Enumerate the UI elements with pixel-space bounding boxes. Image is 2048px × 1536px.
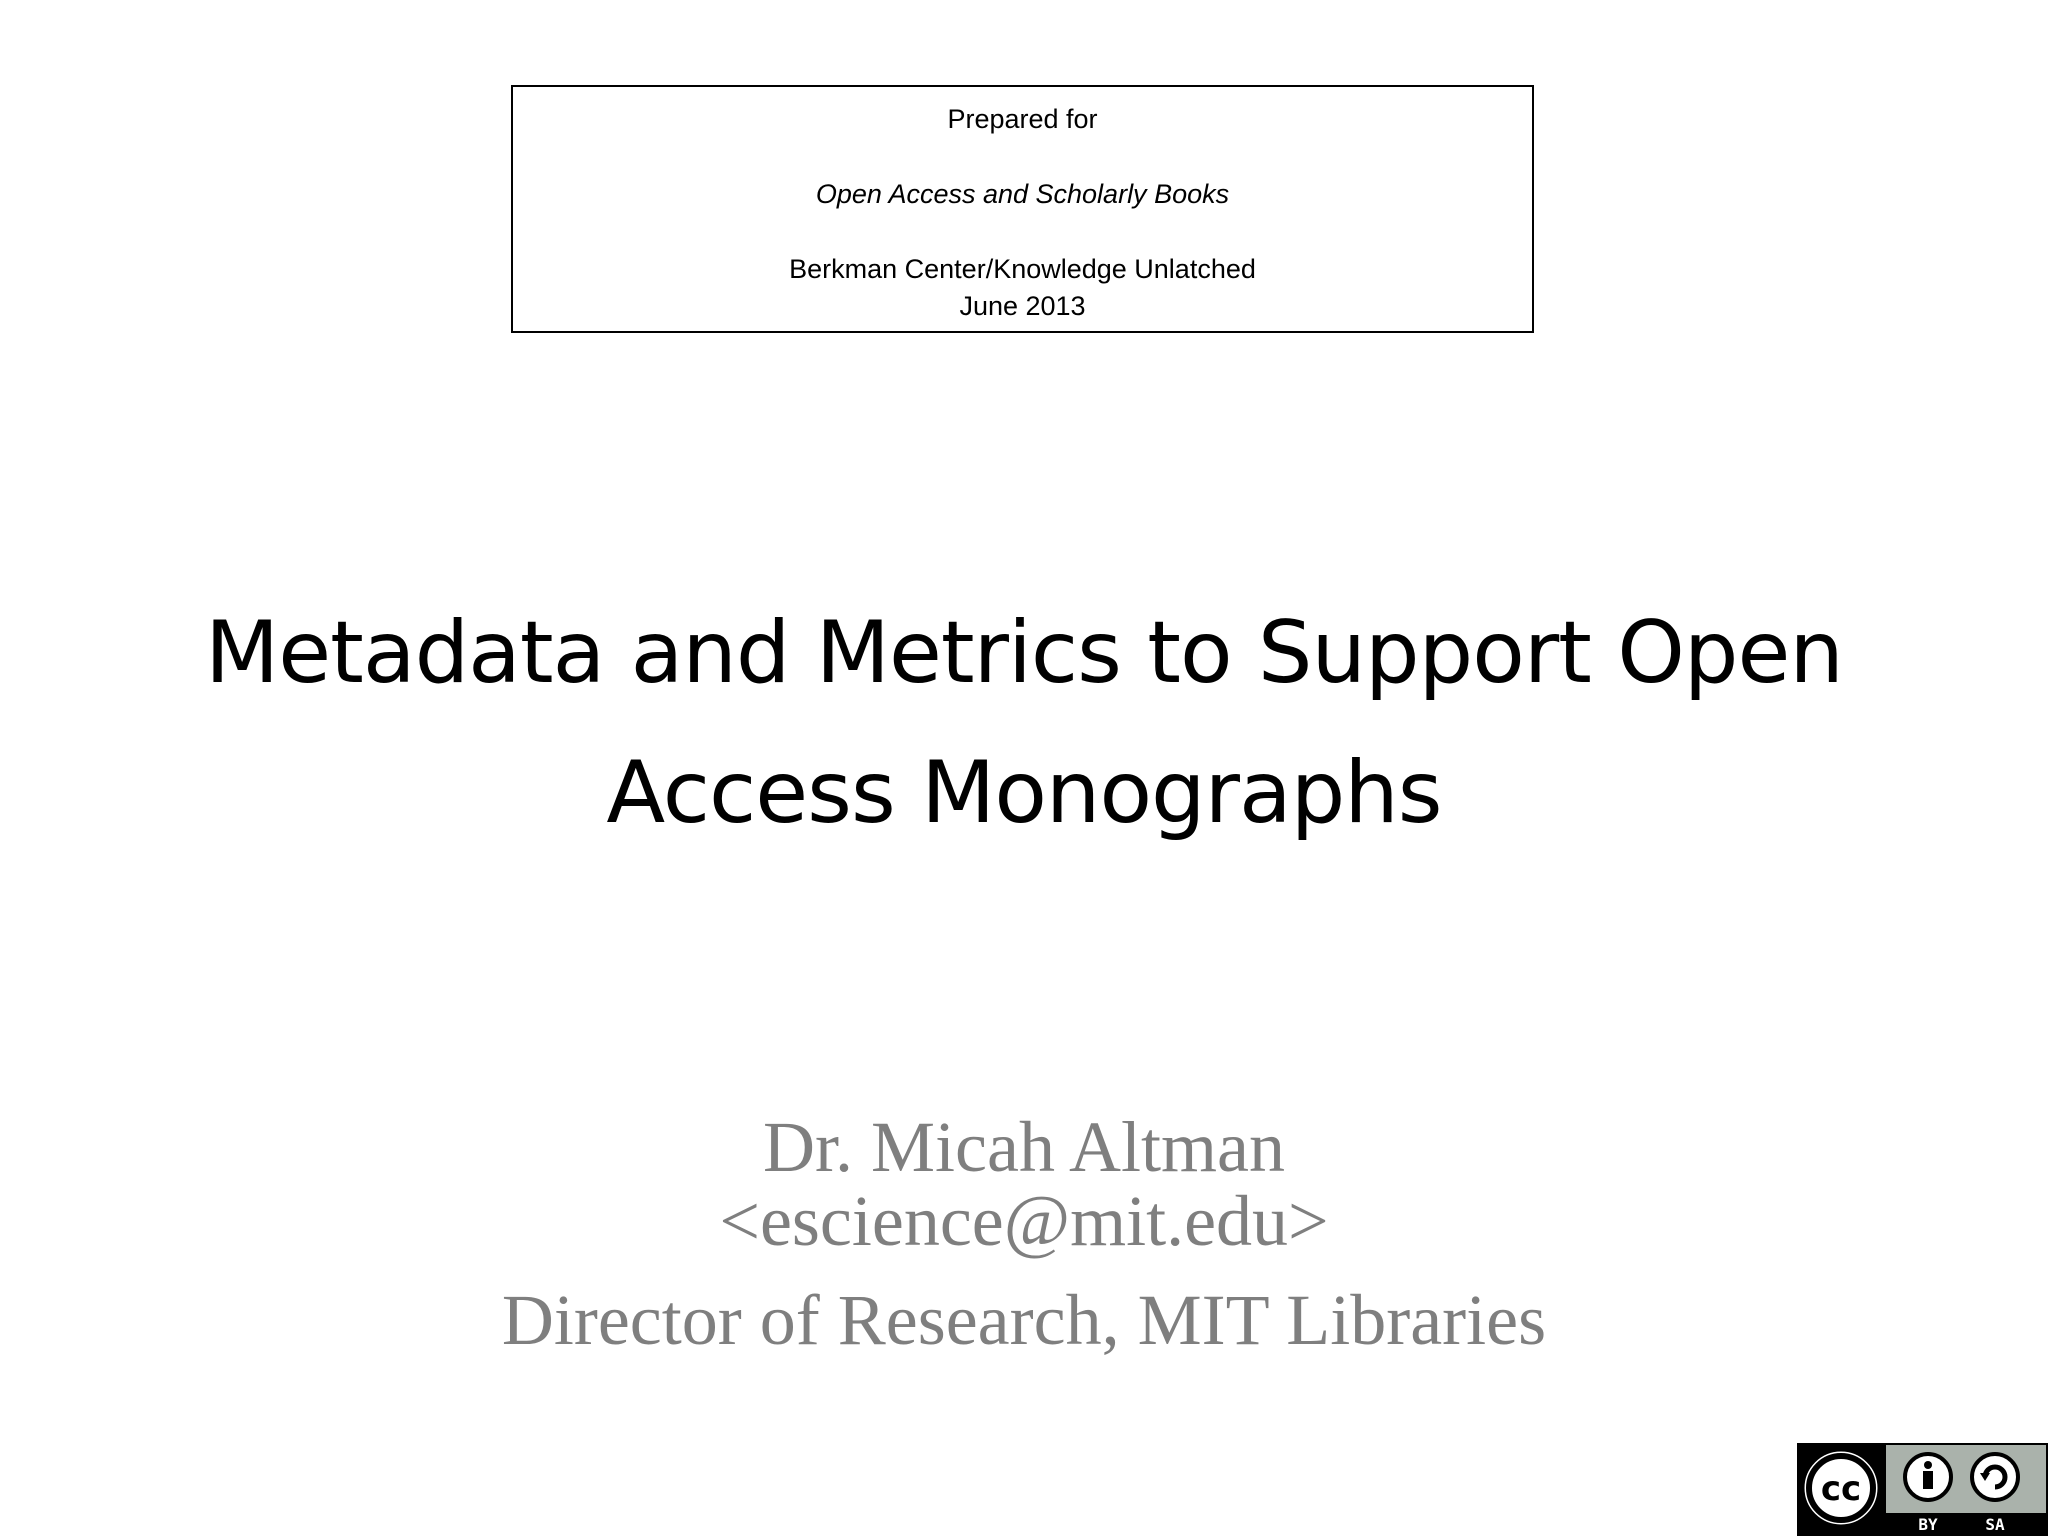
prepared-for-label: Prepared for [947, 104, 1098, 134]
author-email: <escience@mit.edu> [719, 1181, 1329, 1261]
slide-title-line-2: Access Monographs [606, 743, 1442, 843]
author-block [0, 1107, 2048, 1360]
organization-name: Berkman Center/Knowledge Unlatched [789, 254, 1256, 284]
cc-by-sa-icon [1797, 1443, 2048, 1536]
author-role: Director of Research, MIT Libraries [501, 1280, 1547, 1360]
slide-title-line-1: Metadata and Metrics to Support Open [205, 603, 1843, 703]
cc-label: cc [1820, 1469, 1862, 1509]
author-name: Dr. Micah Altman [763, 1107, 1285, 1187]
prepared-for-box [511, 85, 1534, 333]
by-label: BY [1918, 1515, 1938, 1534]
sa-label: SA [1985, 1515, 2005, 1534]
presentation-date: June 2013 [959, 291, 1086, 321]
event-name: Open Access and Scholarly Books [815, 179, 1230, 209]
slide-title [0, 583, 2048, 863]
